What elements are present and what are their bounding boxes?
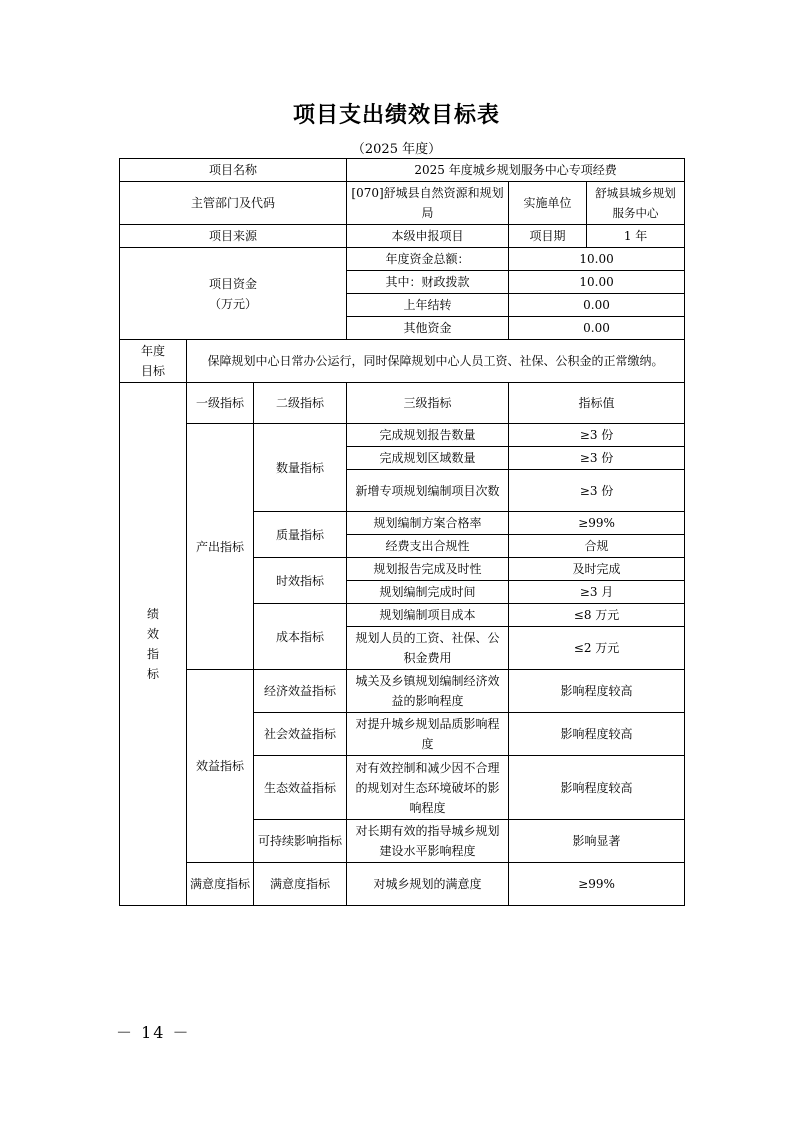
indicator-name: 对长期有效的指导城乡规划建设水平影响程度 <box>347 820 509 863</box>
perf-char: 指 <box>146 647 159 661</box>
source-value: 本级申报项目 <box>347 225 509 248</box>
timeliness-indicators-label: 时效指标 <box>254 558 347 604</box>
other-funds-value: 0.00 <box>509 317 685 340</box>
benefit-category: 社会效益指标 <box>254 713 347 756</box>
annual-total-label: 年度资金总额： <box>347 248 509 271</box>
other-funds-label: 其他资金 <box>347 317 509 340</box>
indicator-value: ≥3 份 <box>509 470 685 512</box>
carryover-value: 0.00 <box>509 294 685 317</box>
satisfaction-indicators-label: 满意度指标 <box>187 863 254 906</box>
funds-unit: （万元） <box>209 296 258 311</box>
indicator-name: 新增专项规划编制项目次数 <box>347 470 509 512</box>
cost-indicators-label: 成本指标 <box>254 604 347 670</box>
header-indicator-value: 指标值 <box>509 383 685 424</box>
indicator-value: 及时完成 <box>509 558 685 581</box>
annual-goal-label-cell <box>120 340 187 383</box>
indicator-name: 规划编制方案合格率 <box>347 512 509 535</box>
output-indicators-label: 产出指标 <box>187 424 254 670</box>
quality-indicators-label: 质量指标 <box>254 512 347 558</box>
period-value: 1 年 <box>587 225 685 248</box>
indicator-value: 影响程度较高 <box>509 713 685 756</box>
indicator-value: 影响显著 <box>509 820 685 863</box>
indicator-name: 对提升城乡规划品质影响程度 <box>347 713 509 756</box>
annual-goal-label-1: 年度 <box>140 344 165 358</box>
performance-target-table <box>119 158 685 906</box>
indicator-name: 对城乡规划的满意度 <box>347 863 509 906</box>
indicator-value: 影响程度较高 <box>509 756 685 820</box>
indicator-name: 规划人员的工资、社保、公积金费用 <box>347 627 509 670</box>
indicator-name: 规划报告完成及时性 <box>347 558 509 581</box>
project-name-value: 2025 年度城乡规划服务中心专项经费 <box>347 159 685 182</box>
benefit-indicators-label: 效益指标 <box>187 670 254 863</box>
funds-label-cell <box>120 248 347 340</box>
performance-indicators-label <box>120 383 187 906</box>
annual-goal-text: 保障规划中心日常办公运行，同时保障规划中心人员工资、社保、公积金的正常缴纳。 <box>187 340 685 383</box>
benefit-category: 可持续影响指标 <box>254 820 347 863</box>
carryover-label: 上年结转 <box>347 294 509 317</box>
fiscal-label: 其中：财政拨款 <box>347 271 509 294</box>
indicator-value: ≤8 万元 <box>509 604 685 627</box>
indicator-name: 城关及乡镇规划编制经济效益的影响程度 <box>347 670 509 713</box>
annual-total-value: 10.00 <box>509 248 685 271</box>
indicator-value: ≥99% <box>509 512 685 535</box>
fiscal-value: 10.00 <box>509 271 685 294</box>
satisfaction-category: 满意度指标 <box>254 863 347 906</box>
header-level1: 一级指标 <box>187 383 254 424</box>
page-number: － 14 － <box>116 1023 191 1042</box>
benefit-category: 生态效益指标 <box>254 756 347 820</box>
department-value: [070]舒城县自然资源和规划局 <box>347 182 509 225</box>
indicator-value: 合规 <box>509 535 685 558</box>
indicator-name: 完成规划报告数量 <box>347 424 509 447</box>
source-label: 项目来源 <box>120 225 347 248</box>
department-label: 主管部门及代码 <box>120 182 347 225</box>
indicator-value: ≥3 份 <box>509 424 685 447</box>
perf-char: 绩 <box>146 607 159 621</box>
period-label: 项目期 <box>509 225 587 248</box>
page-title: 项目支出绩效目标表 <box>292 103 500 128</box>
implementer-label: 实施单位 <box>509 182 587 225</box>
perf-char: 标 <box>146 667 159 681</box>
perf-char: 效 <box>146 627 159 641</box>
indicator-value: ≥3 月 <box>509 581 685 604</box>
annual-goal-label-2: 目标 <box>140 364 165 378</box>
project-name-label: 项目名称 <box>120 159 347 182</box>
page-subtitle: （2025 年度） <box>351 142 442 157</box>
implementer-value: 舒城县城乡规划服务中心 <box>587 182 685 225</box>
indicator-value: ≥99% <box>509 863 685 906</box>
indicator-value: ≥3 份 <box>509 447 685 470</box>
header-level3: 三级指标 <box>347 383 509 424</box>
indicator-value: ≤2 万元 <box>509 627 685 670</box>
indicator-name: 经费支出合规性 <box>347 535 509 558</box>
quantity-indicators-label: 数量指标 <box>254 424 347 512</box>
indicator-name: 规划编制完成时间 <box>347 581 509 604</box>
indicator-value: 影响程度较高 <box>509 670 685 713</box>
header-level2: 二级指标 <box>254 383 347 424</box>
indicator-name: 对有效控制和减少因不合理的规划对生态环境破坏的影响程度 <box>347 756 509 820</box>
indicator-name: 规划编制项目成本 <box>347 604 509 627</box>
benefit-category: 经济效益指标 <box>254 670 347 713</box>
funds-label: 项目资金 <box>209 276 258 291</box>
indicator-name: 完成规划区域数量 <box>347 447 509 470</box>
